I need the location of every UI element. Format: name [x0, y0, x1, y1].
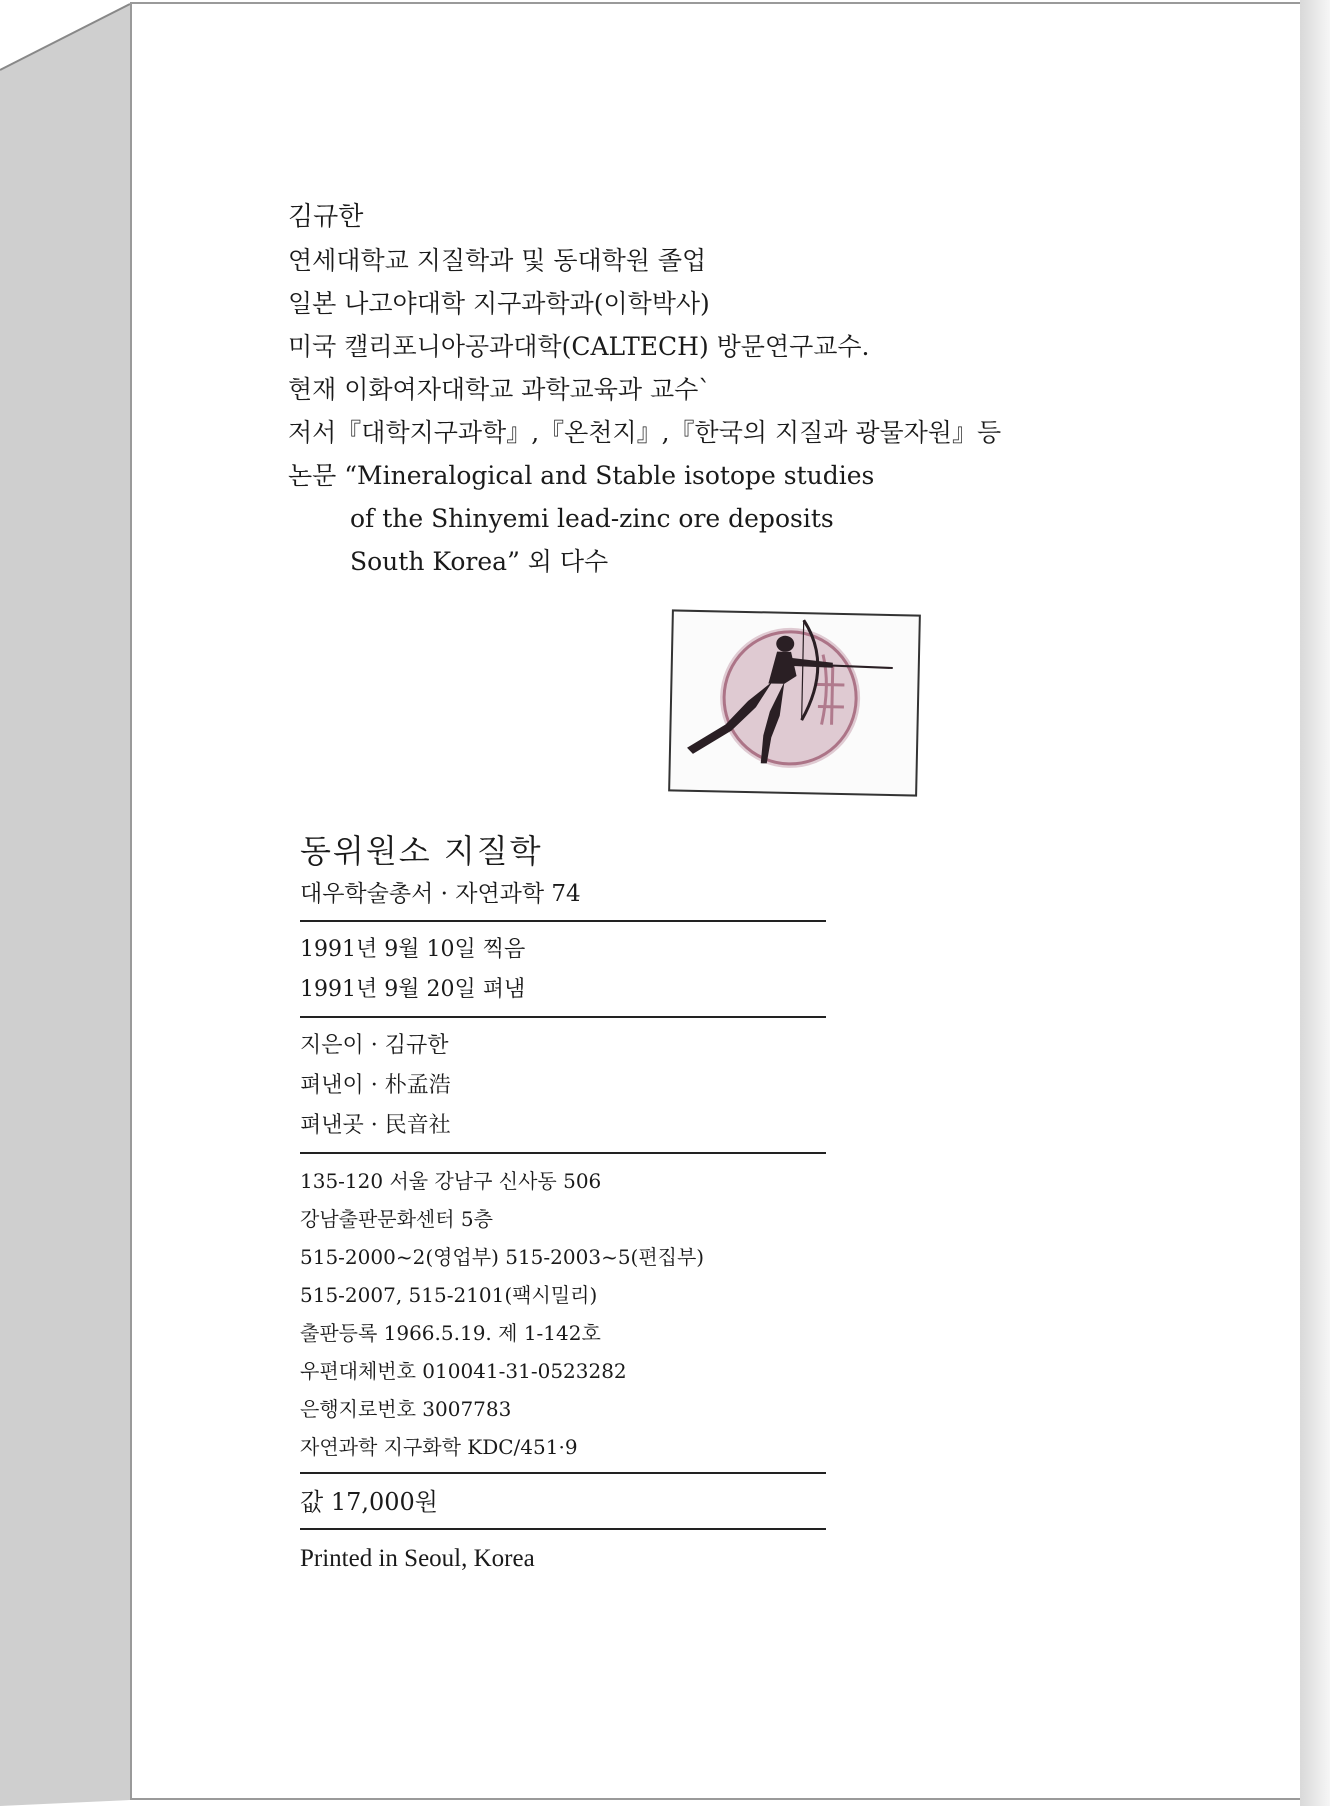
archer-seal-icon [670, 611, 915, 790]
bio-line: South Korea” 외 다수 [350, 547, 609, 576]
fax-line: 515-2007, 515-2101(팩시밀리) [300, 1283, 598, 1307]
book-series: 대우학술총서 · 자연과학 74 [300, 881, 581, 907]
author-name: 김규한 [288, 202, 364, 232]
bio-line: 일본 나고야대학 지구과학과(이학박사) [288, 289, 710, 318]
print-date: 1991년 9월 10일 찍음 [300, 937, 526, 962]
classification-line: 자연과학 지구화학 KDC/451·9 [300, 1435, 578, 1459]
registration-line: 출판등록 1966.5.19. 제 1-142호 [300, 1321, 601, 1345]
phone-line: 515-2000~2(영업부) 515-2003~5(편집부) [300, 1245, 705, 1269]
price: 값 17,000원 [300, 1488, 438, 1516]
publisher-credit: 펴낸이 · 朴孟浩 [300, 1073, 451, 1098]
bio-line: of the Shinyemi lead-zinc ore deposits [350, 504, 834, 533]
page-shadow [1300, 0, 1330, 1806]
bio-line: 현재 이화여자대학교 과학교육과 교수` [288, 375, 711, 404]
bio-line: 논문 “Mineralogical and Stable isotope studies [288, 461, 875, 490]
printed-in: Printed in Seoul, Korea [300, 1545, 535, 1572]
address-line: 강남출판문화센터 5층 [300, 1207, 493, 1231]
bio-line: 연세대학교 지질학과 및 동대학원 졸업 [288, 246, 707, 275]
divider [300, 1016, 826, 1018]
bio-line: 미국 캘리포니아공과대학(CALTECH) 방문연구교수. [288, 332, 870, 361]
divider [300, 1152, 826, 1154]
divider [300, 920, 826, 922]
divider [300, 1472, 826, 1474]
book-title: 동위원소 지질학 [300, 832, 543, 870]
publish-date: 1991년 9월 20일 펴냄 [300, 977, 526, 1002]
bank-giro-line: 은행지로번호 3007783 [300, 1397, 512, 1421]
author-bio [288, 196, 1001, 583]
address-line: 135-120 서울 강남구 신사동 506 [300, 1169, 602, 1193]
author-credit: 지은이 · 김규한 [300, 1033, 449, 1058]
bio-line: 저서『대학지구과학』,『온천지』,『한국의 지질과 광물자원』등 [288, 418, 1002, 447]
colophon [300, 828, 826, 1580]
divider [300, 1528, 826, 1530]
publisher-seal-stamp [668, 609, 921, 796]
postal-transfer-line: 우편대체번호 010041-31-0523282 [300, 1359, 627, 1383]
publishing-house: 펴낸곳 · 民音社 [300, 1113, 451, 1138]
